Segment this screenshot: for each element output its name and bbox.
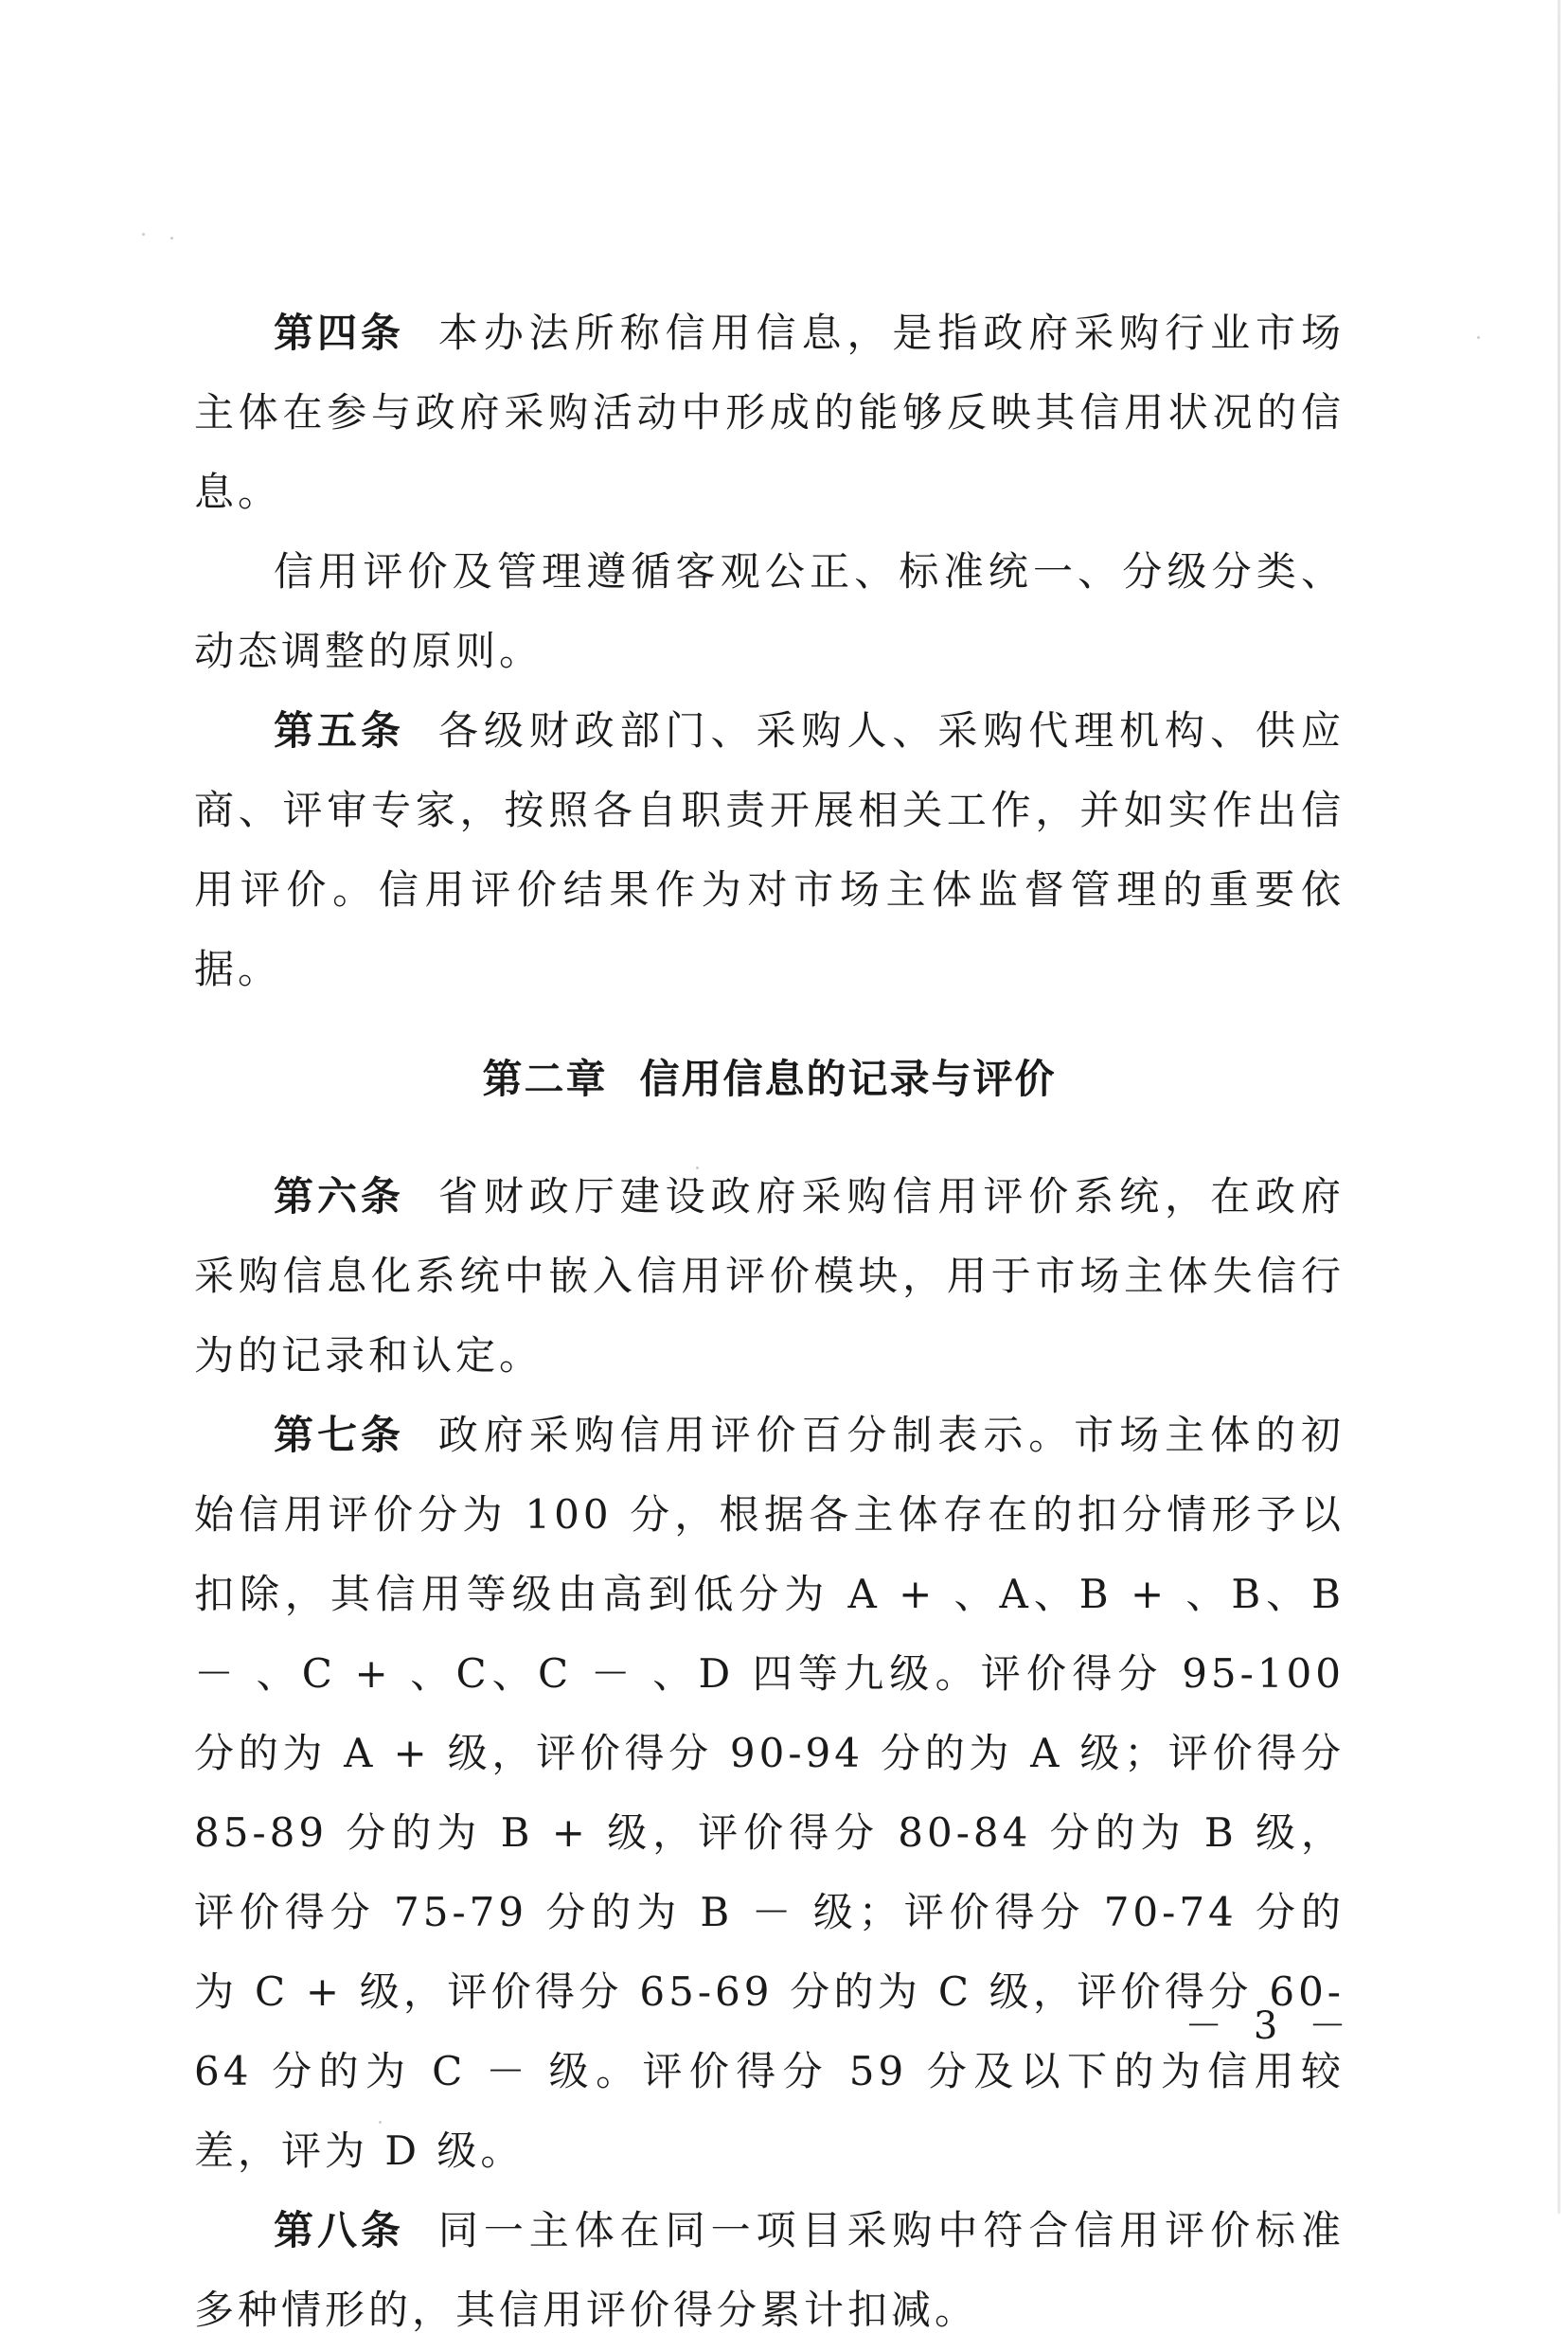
article-7-paragraph — [194, 1396, 1345, 2191]
article-text: 省财政厅建设政府采购信用评价系统，在政府采购信息化系统中嵌入信用评价模块，用于市场主体失信行为的记录和认定。 — [194, 1173, 1345, 1379]
article-number: 第五条 — [274, 707, 404, 754]
page-number: － 3 － — [1185, 2004, 1356, 2048]
chapter-number: 第二章 — [482, 1056, 608, 1102]
chapter-heading — [194, 1040, 1345, 1119]
article-number: 第七条 — [274, 1412, 404, 1458]
article-6-paragraph — [194, 1157, 1345, 1396]
chapter-title: 信用信息的记录与评价 — [639, 1056, 1057, 1102]
article-4-paragraph — [194, 294, 1345, 532]
article-number: 第八条 — [274, 2207, 404, 2253]
scan-speck — [142, 233, 145, 236]
article-8-paragraph — [194, 2191, 1345, 2350]
principle-paragraph — [194, 532, 1345, 691]
article-text: 本办法所称信用信息，是指政府采购行业市场主体在参与政府采购活动中形成的能够反映其信用状况的信息。 — [194, 310, 1345, 515]
paragraph-text: 信用评价及管理遵循客观公正、标准统一、分级分类、动态调整的原则。 — [194, 548, 1345, 674]
scan-speck — [170, 237, 173, 240]
article-text: 各级财政部门、采购人、采购代理机构、供应商、评审专家，按照各自职责开展相关工作，并如实作出信用评价。信用评价结果作为对市场主体监督管理的重要依据。 — [194, 707, 1345, 992]
article-number: 第四条 — [274, 310, 404, 356]
article-5-paragraph — [194, 691, 1345, 1009]
scan-speck — [1477, 336, 1480, 339]
article-text: 政府采购信用评价百分制表示。市场主体的初始信用评价分为 100 分，根据各主体存在的扣分情形予以扣除，其信用等级由高到低分为 A + 、A、B + 、B、B － 、C + 、C、C － 、D 四等九级。评价得分 95-100 分的为 A + 级，评价得分 90-94 分的为 A 级；评价得分 85-89 分的为 B + 级，评价得分 80-84 分的为 B 级，评价得分 75-79 分的为 B － 级；评价得分 70-74 分的为 C + 级，评价得分 65-69 分的为 C 级，评价得分 60-64 分的为 C － 级。评价得分 59 分及以下的为信用较差，评为 D 级。 — [194, 1412, 1345, 2174]
article-text: 同一主体在同一项目采购中符合信用评价标准多种情形的，其信用评价得分累计扣减。 — [194, 2207, 1345, 2333]
scan-edge — [1558, 0, 1560, 2214]
article-number: 第六条 — [274, 1173, 404, 1220]
body-text — [194, 294, 1345, 2350]
